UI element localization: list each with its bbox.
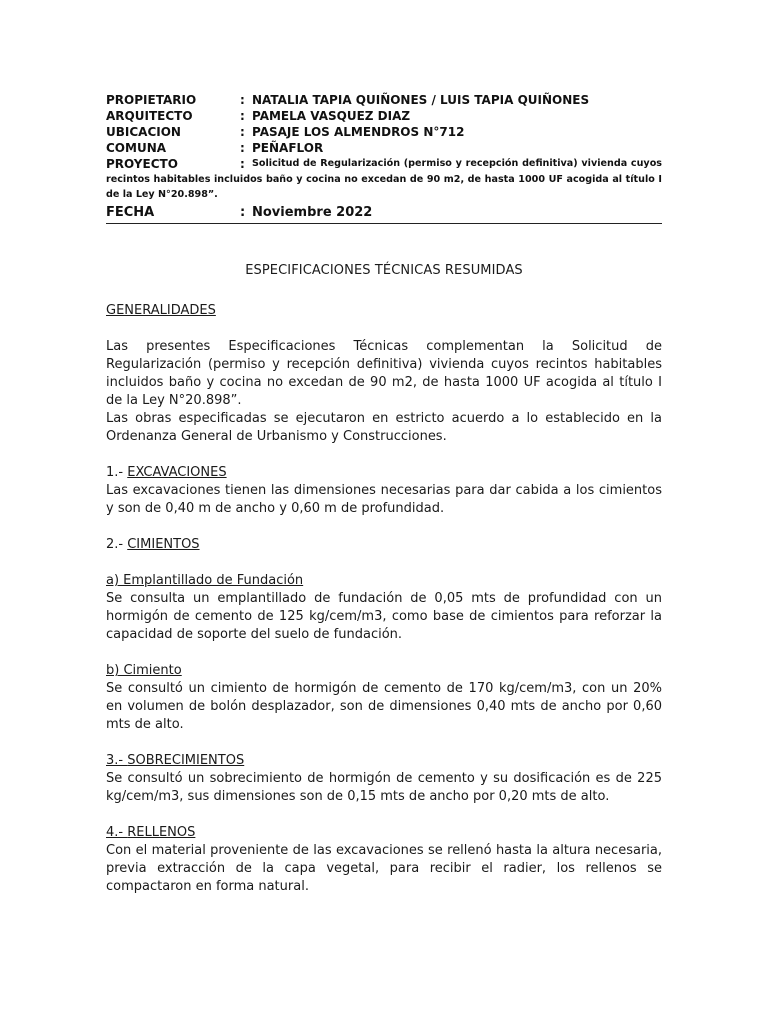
fecha-row — [106, 204, 662, 224]
ubicacion-row — [106, 124, 662, 140]
section-number: 1.- — [106, 465, 128, 480]
arquitecto-row — [106, 108, 662, 124]
sobrecimientos-number: 3.- — [106, 753, 128, 768]
arquitecto-label: ARQUITECTO — [106, 109, 193, 123]
cimiento-heading: b) Cimiento — [106, 663, 182, 678]
sobrecimientos-text: Se consultó un sobrecimiento de hormigón de cemento y su dosificación es de 225 kg/cem/m3, sus dimensiones son de 0,15 mts de ancho por 0,20 mts de alto. — [106, 771, 662, 804]
ubicacion-value: PASAJE LOS ALMENDROS N°712 — [252, 125, 465, 139]
rellenos-text: Con el material proveniente de las excavaciones se rellenó hasta la altura necesaria, previa extracción de la capa vegetal, para recibir el radier, los rellenos se compactaron en forma natural. — [106, 843, 662, 894]
excavaciones-heading-row — [106, 464, 662, 482]
propietario-row — [106, 92, 662, 108]
proyecto-value-line1: Solicitud de Regularización (permiso y recepción definitiva) vivienda cuyos — [252, 158, 662, 169]
colon: : — [240, 141, 245, 155]
comuna-value: PEÑAFLOR — [252, 141, 324, 155]
excavaciones-text: Las excavaciones tienen las dimensiones necesarias para dar cabida a los cimientos y son de 0,40 m de ancho y 0,60 m de profundidad. — [106, 483, 662, 516]
emplantillado-heading: a) Emplantillado de Fundación — [106, 573, 304, 588]
colon: : — [240, 125, 245, 139]
fecha-value: Noviembre 2022 — [252, 205, 373, 220]
spacer — [106, 320, 662, 338]
proyecto-label: PROYECTO — [106, 157, 178, 171]
document-title: ESPECIFICACIONES TÉCNICAS RESUMIDAS — [245, 263, 523, 278]
colon: : — [240, 205, 246, 220]
propietario-label: PROPIETARIO — [106, 93, 197, 107]
project-header — [106, 92, 662, 224]
rellenos-heading-row — [106, 824, 662, 842]
fecha-label: FECHA — [106, 205, 155, 220]
colon: : — [240, 109, 245, 123]
section-number: 2.- — [106, 537, 128, 552]
document-body — [106, 262, 662, 896]
sobrecimientos-heading: SOBRECIMIENTOS — [127, 753, 245, 768]
generalidades-paragraph-2: Las obras especificadas se ejecutaron en estricto acuerdo a lo establecido en la Ordenanza General de Urbanismo y Construcciones. — [106, 411, 662, 444]
propietario-value: NATALIA TAPIA QUIÑONES / LUIS TAPIA QUIÑONES — [252, 93, 590, 107]
cimientos-heading: CIMIENTOS — [127, 537, 200, 552]
emplantillado-text: Se consulta un emplantillado de fundación de 0,05 mts de profundidad con un hormigón de cemento de 125 kg/cem/m3, como base de cimientos para reforzar la capacidad de soporte del suelo de fundación. — [106, 591, 662, 642]
cimiento-text: Se consultó un cimiento de hormigón de cemento de 170 kg/cem/m3, con un 20% en volumen de bolón desplazador, son de dimensiones 0,40 mts de ancho por 0,60 mts de alto. — [106, 681, 662, 732]
colon: : — [240, 157, 245, 171]
rellenos-heading: RELLENOS — [127, 825, 196, 840]
ubicacion-label: UBICACION — [106, 125, 181, 139]
sobrecimientos-heading-row — [106, 752, 662, 770]
generalidades-paragraph-1: Las presentes Especificaciones Técnicas complementan la Solicitud de Regularización (permiso y recepción definitiva) vivienda cuyos recintos habitables incluidos baño y cocina no excedan de 90 m2, de hasta 1000 UF acogida al título I de la Ley N°20.898”. — [106, 339, 662, 408]
generalidades-heading: GENERALIDADES — [106, 303, 216, 318]
comuna-label: COMUNA — [106, 141, 167, 155]
excavaciones-heading: EXCAVACIONES — [127, 465, 227, 480]
proyecto-row — [106, 156, 662, 172]
comuna-row — [106, 140, 662, 156]
rellenos-number: 4.- — [106, 825, 128, 840]
cimientos-heading-row — [106, 536, 662, 554]
proyecto-value-rest: recintos habitables incluidos baño y cocina no excedan de 90 m2, de hasta 1000 UF acogida al título I de la Ley N°20.898”. — [106, 174, 662, 200]
colon: : — [240, 93, 245, 107]
arquitecto-value: PAMELA VASQUEZ DIAZ — [252, 109, 411, 123]
